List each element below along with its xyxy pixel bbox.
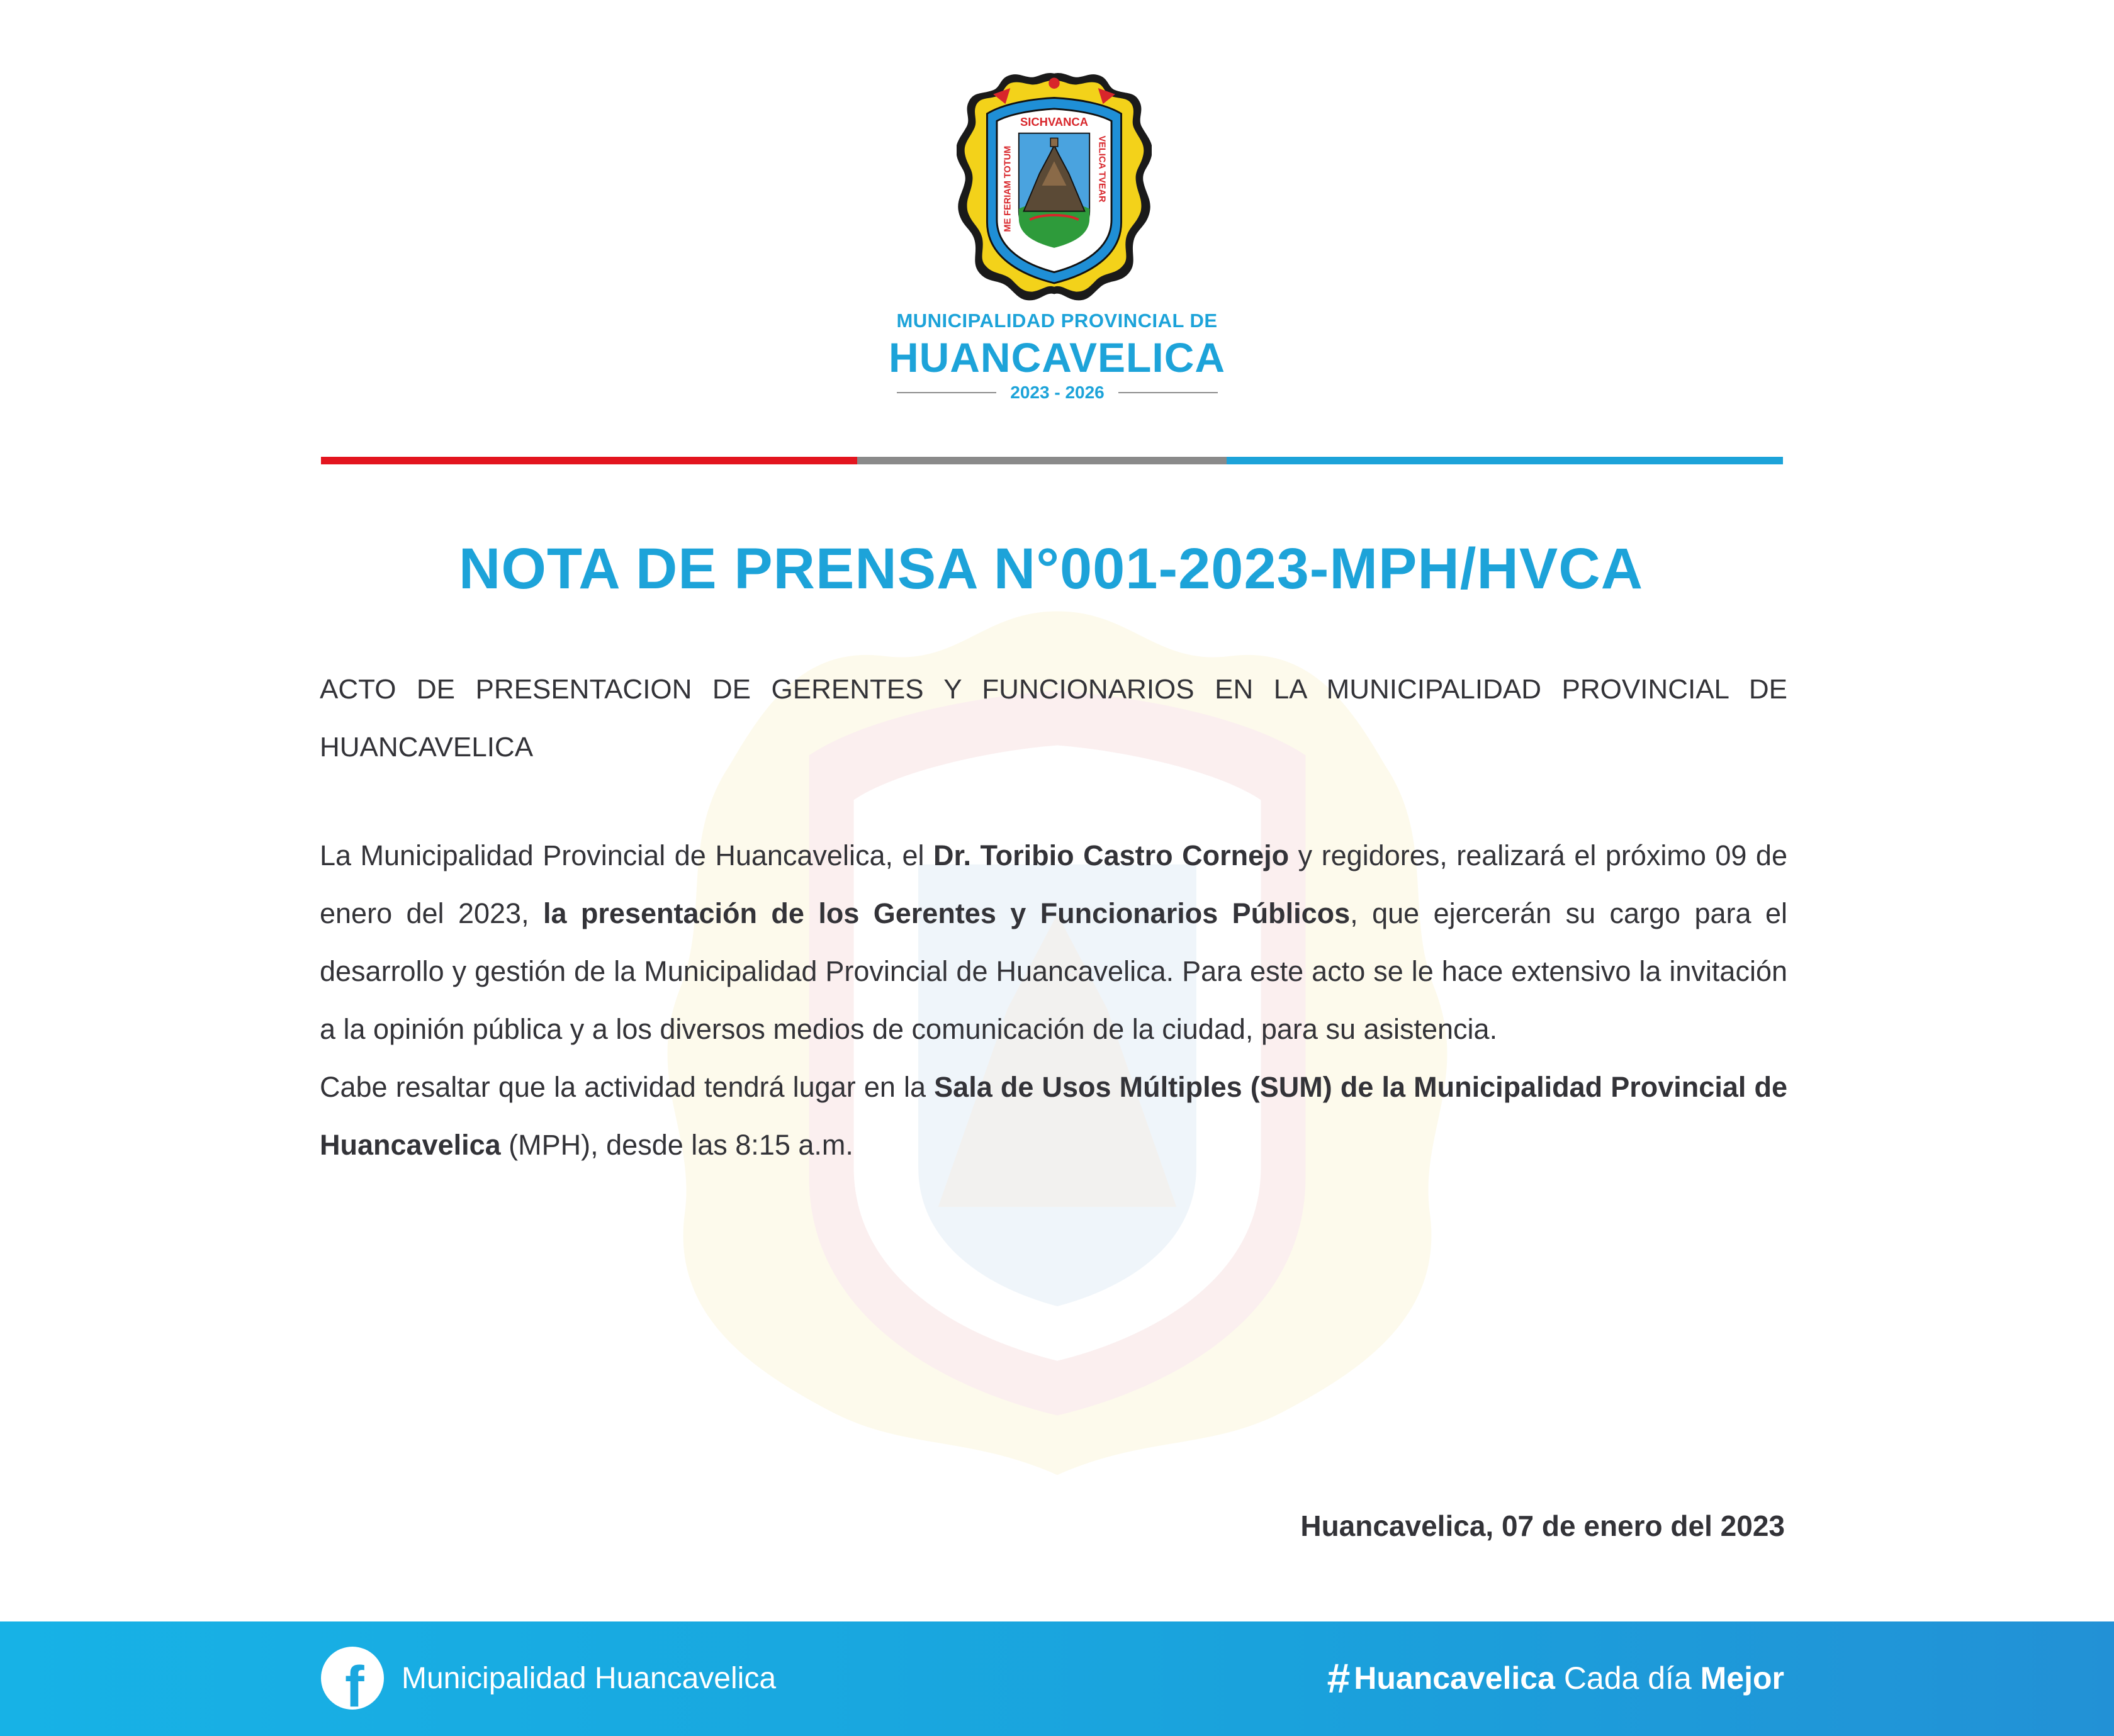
press-release-title: NOTA DE PRENSA N°001-2023-MPH/HVCA bbox=[458, 537, 1644, 601]
divider-red-segment bbox=[321, 457, 857, 464]
crest-motto-left: ME FERIAM TOTUM bbox=[1003, 145, 1013, 232]
hashtag-word-1: Huancavelica bbox=[1354, 1660, 1555, 1696]
org-name-line1: MUNICIPALIDAD PROVINCIAL DE bbox=[896, 310, 1218, 332]
term-rule-right bbox=[1118, 392, 1218, 393]
term-rule-left bbox=[897, 392, 996, 393]
org-name-line2: HUANCAVELICA bbox=[888, 334, 1226, 381]
body-paragraph-2 bbox=[320, 1058, 1787, 1174]
hash-icon: # bbox=[1327, 1655, 1351, 1701]
p1-text-1: La Municipalidad Provincial de Huancavelica, el bbox=[320, 839, 933, 871]
crest-motto-top: SICHVANCA bbox=[1020, 115, 1088, 129]
p2-text-1: Cabe resaltar que la actividad tendrá lugar en la bbox=[320, 1071, 935, 1103]
date-line: Huancavelica, 07 de enero del 2023 bbox=[1300, 1509, 1785, 1542]
p2-text-2: (MPH), desde las 8:15 a.m. bbox=[500, 1129, 853, 1161]
hashtag-word-2: Mejor bbox=[1700, 1660, 1784, 1696]
tricolor-divider bbox=[321, 457, 1783, 464]
p1-bold-presentation: la presentación de los Gerentes y Funcionarios Públicos bbox=[543, 897, 1351, 929]
crest-motto-right: VELICA TVEAR bbox=[1096, 135, 1107, 203]
p1-text-2: y regidores, realizará el próximo 09 de enero del 2023, bbox=[320, 839, 1787, 929]
facebook-icon: f bbox=[321, 1647, 384, 1710]
term-years bbox=[897, 380, 1218, 405]
divider-gray-segment bbox=[857, 457, 1227, 464]
press-release-body bbox=[320, 827, 1787, 1174]
facebook-link[interactable] bbox=[321, 1647, 777, 1719]
footer-bar bbox=[0, 1621, 2114, 1736]
facebook-label: Municipalidad Huancavelica bbox=[402, 1661, 777, 1695]
p1-text-3: , que ejercerán su cargo para el desarrollo y gestión de la Municipalidad Provincial de Huancavelica. Para este acto se le hace extensivo la invitación a la opinión pública y a los diversos medios de comunicación de la ciudad, para su asistencia. bbox=[320, 897, 1787, 1045]
body-paragraph-1 bbox=[320, 827, 1787, 1058]
crest-logo bbox=[957, 69, 1152, 302]
divider-blue-segment bbox=[1227, 457, 1783, 464]
p2-bold-venue: Sala de Usos Múltiples (SUM) de la Municipalidad Provincial de Huancavelica bbox=[320, 1071, 1787, 1161]
p1-bold-mayor: Dr. Toribio Castro Cornejo bbox=[933, 839, 1290, 871]
press-release-subtitle: ACTO DE PRESENTACION DE GERENTES Y FUNCIONARIOS EN LA MUNICIPALIDAD PROVINCIAL DE HUANCAVELICA bbox=[320, 674, 1787, 763]
hashtag-mid: Cada día bbox=[1555, 1660, 1701, 1696]
term-label: 2023 - 2026 bbox=[1010, 383, 1105, 402]
hashtag-slogan bbox=[1327, 1647, 1784, 1710]
